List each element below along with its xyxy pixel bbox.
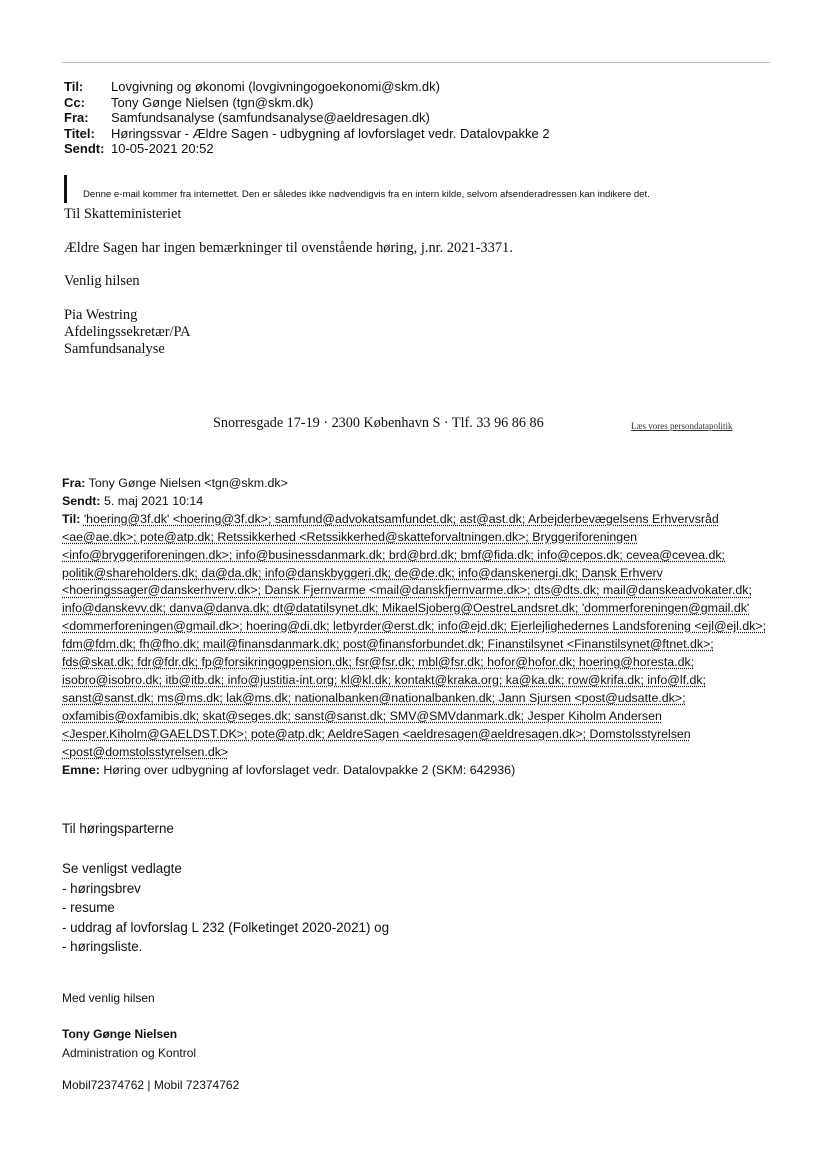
field-label: Til:	[62, 511, 81, 526]
field-label: Fra:	[62, 476, 86, 490]
header-row-from	[64, 110, 550, 126]
forwarded-sent	[62, 493, 774, 511]
field-value: 5. maj 2021 10:14	[104, 493, 204, 508]
signature-title: Afdelingssekretær/PA	[64, 324, 191, 340]
header-row-sent	[64, 141, 550, 157]
notice-bar	[64, 175, 67, 203]
header-key: Sendt:	[64, 141, 105, 157]
header-key: Titel:	[64, 125, 95, 141]
header-value: Samfundsanalyse (samfundsanalyse@aeldresagen.dk)	[111, 110, 430, 126]
attachment-list	[62, 859, 389, 957]
privacy-policy-link[interactable]: Læs vores persondatapolitik	[631, 421, 733, 431]
sender-name: Tony Gønge Nielsen	[62, 1027, 178, 1041]
header-value: Høringssvar - Ældre Sagen - udbygning af lovforslaget vedr. Datalovpakke 2	[111, 125, 550, 141]
notice-text: Denne e-mail kommer fra internettet. Den er således ikke nødvendigvis fra en intern kilde, selvom afsenderadressen kan indikere det.	[83, 189, 650, 200]
list-item: - uddrag af lovforslag L 232 (Folketinget 2020-2021) og	[62, 919, 390, 935]
header-row-cc	[64, 95, 550, 111]
list-item: - høringsliste.	[62, 939, 143, 955]
signature-name: Pia Westring	[64, 307, 138, 323]
forwarded-header	[62, 475, 774, 779]
recipient-list[interactable]: 'hoering@3f.dk' <hoering@3f.dk>; samfund@advokatsamfundet.dk; ast@ast.dk; Arbejderbevægelsens Erhvervsråd <ae@ae.dk>; pote@atp.dk; Retssikkerhed <Retssikkerhed@skatteforvaltningen.dk>; Bryggeriforeningen <info@bryggeriforeningen.dk>; info@businessdanmark.dk; brd@brd.dk; bmf@fida.dk; info@cepos.dk; cevea@cevea.dk; politik@shareholders.dk; da@da.dk; info@danskbyggeri.dk; de@de.dk; info@danskenergi.dk; Dansk Erhverv <hoeringssager@danskerhverv.dk>; Dansk Fjernvarme <mail@danskfjernvarme.dk>; dts@dts.dk; mail@danskeadvokater.dk; info@danskevv.dk; danva@danva.dk; dt@datatilsynet.dk; MikaelSjoberg@OestreLandsret.dk; 'dommerforeningen@gmail.dk' <dommerforeningen@gmail.dk>; hoering@di.dk; letbyrder@erst.dk; info@ejd.dk; Ejerlejlighedernes Landsforening <ejl@ejl.dk>; fdm@fdm.dk; fh@fho.dk; mail@finansdanmark.dk; post@finansforbundet.dk; Finanstilsynet <Finanstilsynet@ftnet.dk>; fds@skat.dk; fdr@fdr.dk; fp@forsikringogpension.dk; fsr@fsr.dk; mbl@fsr.dk; hofor@hofor.dk; hoering@horesta.dk; isobro@isobro.dk; itb@itb.dk; info@justitia-int.org; kl@kl.dk; kontakt@kraka.org; ka@ka.dk; row@krifa.dk; info@lf.dk; sanst@sanst.dk; ms@ms.dk; lak@ms.dk; nationalbanken@nationalbanken.dk; Jann Sjursen <post@udsatte.dk>; oxfamibis@oxfamibis.dk; skat@seges.dk; sanst@sanst.dk; SMV@SMVdanmark.dk; Jesper Kiholm Andersen <Jesper.Kiholm@GAELDST.DK>; pote@atp.dk; AeldreSagen <aeldresagen@aeldresagen.dk>; Domstolsstyrelsen <post@domstolsstyrelsen.dk>	[62, 511, 767, 759]
field-value: Høring over udbygning af lovforslaget vedr. Datalovpakke 2 (SKM: 642936)	[103, 762, 516, 777]
header-key: Cc:	[64, 94, 85, 110]
letter-body: Ældre Sagen har ingen bemærkninger til ovenstående høring, j.nr. 2021-3371.	[64, 240, 513, 256]
letter-greeting: Til Skatteministeriet	[64, 206, 182, 222]
field-label: Emne:	[62, 762, 100, 777]
signature-department: Samfundsanalyse	[64, 341, 165, 357]
email-header	[64, 79, 550, 157]
header-value: Tony Gønge Nielsen (tgn@skm.dk)	[111, 94, 314, 110]
header-row-title	[64, 126, 550, 142]
header-key: Til:	[64, 79, 84, 94]
forwarded-subject	[62, 762, 774, 780]
top-divider	[62, 62, 770, 63]
external-mail-notice	[64, 175, 764, 203]
message-greeting: Til høringsparterne	[62, 821, 174, 836]
field-label: Sendt:	[62, 493, 101, 508]
letter-closing: Venlig hilsen	[64, 273, 140, 289]
header-key: Fra:	[64, 110, 89, 126]
forwarded-to	[62, 511, 774, 762]
list-item: - høringsbrev	[62, 880, 141, 896]
message-closing: Med venlig hilsen	[62, 991, 155, 1005]
header-row-to	[64, 79, 550, 95]
sender-phone: Mobil72374762 | Mobil 72374762	[62, 1078, 240, 1092]
header-value: 10-05-2021 20:52	[111, 141, 214, 157]
forwarded-from	[62, 475, 774, 493]
header-value: Lovgivning og økonomi (lovgivningogoekonomi@skm.dk)	[111, 79, 440, 94]
list-item: - resume	[62, 900, 115, 916]
field-value: Tony Gønge Nielsen <tgn@skm.dk>	[88, 476, 288, 490]
message-intro: Se venligst vedlagte	[62, 861, 182, 876]
sender-department: Administration og Kontrol	[62, 1046, 197, 1060]
footer-address: Snorresgade 17-19 · 2300 København S · Tlf. 33 96 86 86	[213, 415, 544, 431]
